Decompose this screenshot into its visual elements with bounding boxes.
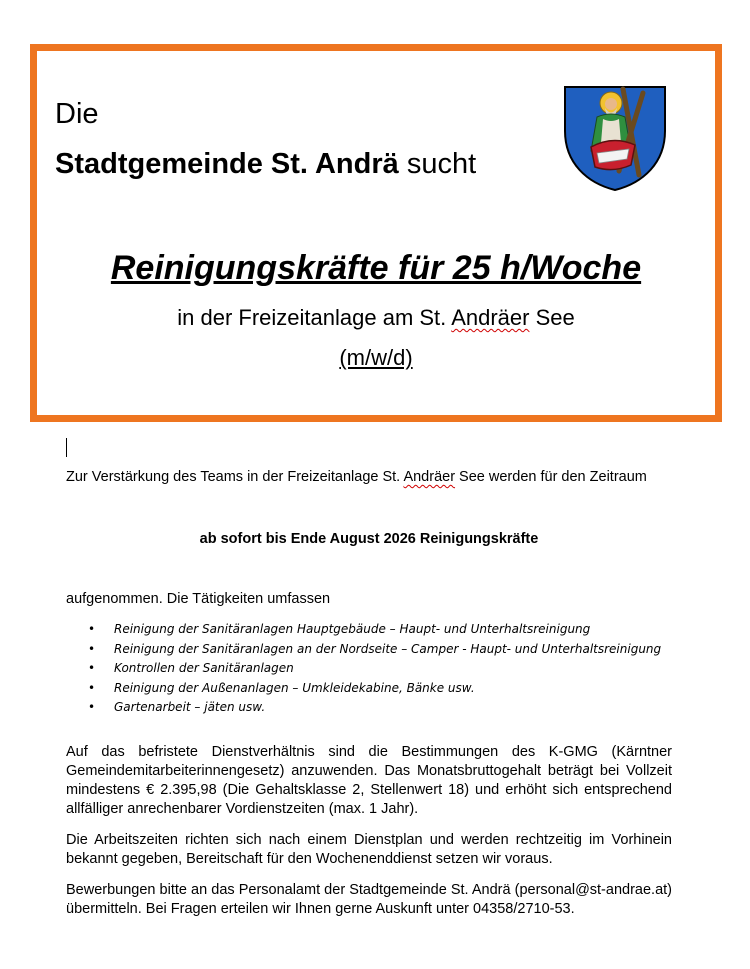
job-title: Reinigungskräfte für 25 h/Woche bbox=[110, 249, 642, 287]
bullet-icon: • bbox=[88, 661, 96, 675]
header-headline bbox=[55, 147, 476, 181]
bullet-icon: • bbox=[88, 641, 96, 656]
task-text: Reinigung der Sanitäranlagen an der Nordseite – Camper - Haupt- und Unterhaltsreinigung bbox=[114, 641, 662, 656]
location-suffix: See bbox=[529, 305, 575, 330]
task-text: Reinigung der Außenanlagen – Umkleidekabine, Bänke usw. bbox=[114, 680, 475, 695]
bullet-icon: • bbox=[88, 622, 96, 636]
list-item bbox=[86, 659, 706, 679]
header-frame bbox=[30, 44, 722, 422]
bullet-icon: • bbox=[88, 700, 96, 714]
intro-prefix: Zur Verstärkung des Teams in der Freizeitanlage St. bbox=[66, 469, 404, 485]
intro-sentence bbox=[66, 468, 672, 487]
org-name: Stadtgemeinde St. Andrä bbox=[55, 148, 399, 180]
gender-note: (m/w/d) bbox=[339, 345, 413, 370]
list-item bbox=[86, 679, 706, 699]
coat-of-arms-icon bbox=[561, 83, 669, 193]
task-text: Gartenarbeit – jäten usw. bbox=[114, 700, 266, 714]
header-line-die: Die bbox=[55, 98, 99, 130]
working-hours-paragraph: Die Arbeitszeiten richten sich nach einem Dienstplan und werden rechtzeitig im Vorhinein bekannt gegeben, Bereitschaft für den Wochenenddienst setzen wir voraus. bbox=[66, 832, 672, 867]
task-text: Reinigung der Sanitäranlagen Hauptgebäude – Haupt- und Unterhaltsreinigung bbox=[114, 622, 591, 636]
job-location bbox=[37, 304, 715, 332]
application-paragraph: Bewerbungen bitte an das Personalamt der Stadtgemeinde St. Andrä (personal@st-andrae.at) übermitteln. Bei Fragen erteilen wir Ihnen gerne Auskunft unter 04358/2710-53. bbox=[66, 882, 672, 917]
location-word-flagged: Andräer bbox=[451, 305, 530, 330]
location-prefix: in der Freizeitanlage am St. bbox=[177, 305, 452, 330]
intro-word-flagged: Andräer bbox=[403, 469, 456, 485]
salary-paragraph: Auf das befristete Dienstverhältnis sind die Bestimmungen des K-GMG (Kärntner Gemeindemitarbeiterinnengesetz) anzuwenden. Das Monatsbruttogehalt beträgt bei Vollzeit mindestens € 2.395,98 (Die Gehaltsklasse 2, Stellenwert 18) und erhöht sich entsprechend allfälliger anrechenbarer Vordienstzeiten (max. 1 Jahr). bbox=[66, 744, 672, 817]
header-verb: sucht bbox=[406, 148, 477, 180]
task-text: Kontrollen der Sanitäranlagen bbox=[114, 661, 294, 675]
tasks-intro: aufgenommen. Die Tätigkeiten umfassen bbox=[66, 591, 331, 607]
list-item bbox=[86, 640, 706, 660]
text-cursor bbox=[66, 438, 67, 457]
list-item bbox=[86, 620, 706, 640]
list-item bbox=[86, 698, 706, 718]
employment-period: ab sofort bis Ende August 2026 Reinigungskräfte bbox=[199, 531, 539, 547]
task-list bbox=[86, 620, 706, 718]
intro-suffix: See werden für den Zeitraum bbox=[455, 469, 647, 485]
bullet-icon: • bbox=[88, 680, 96, 695]
